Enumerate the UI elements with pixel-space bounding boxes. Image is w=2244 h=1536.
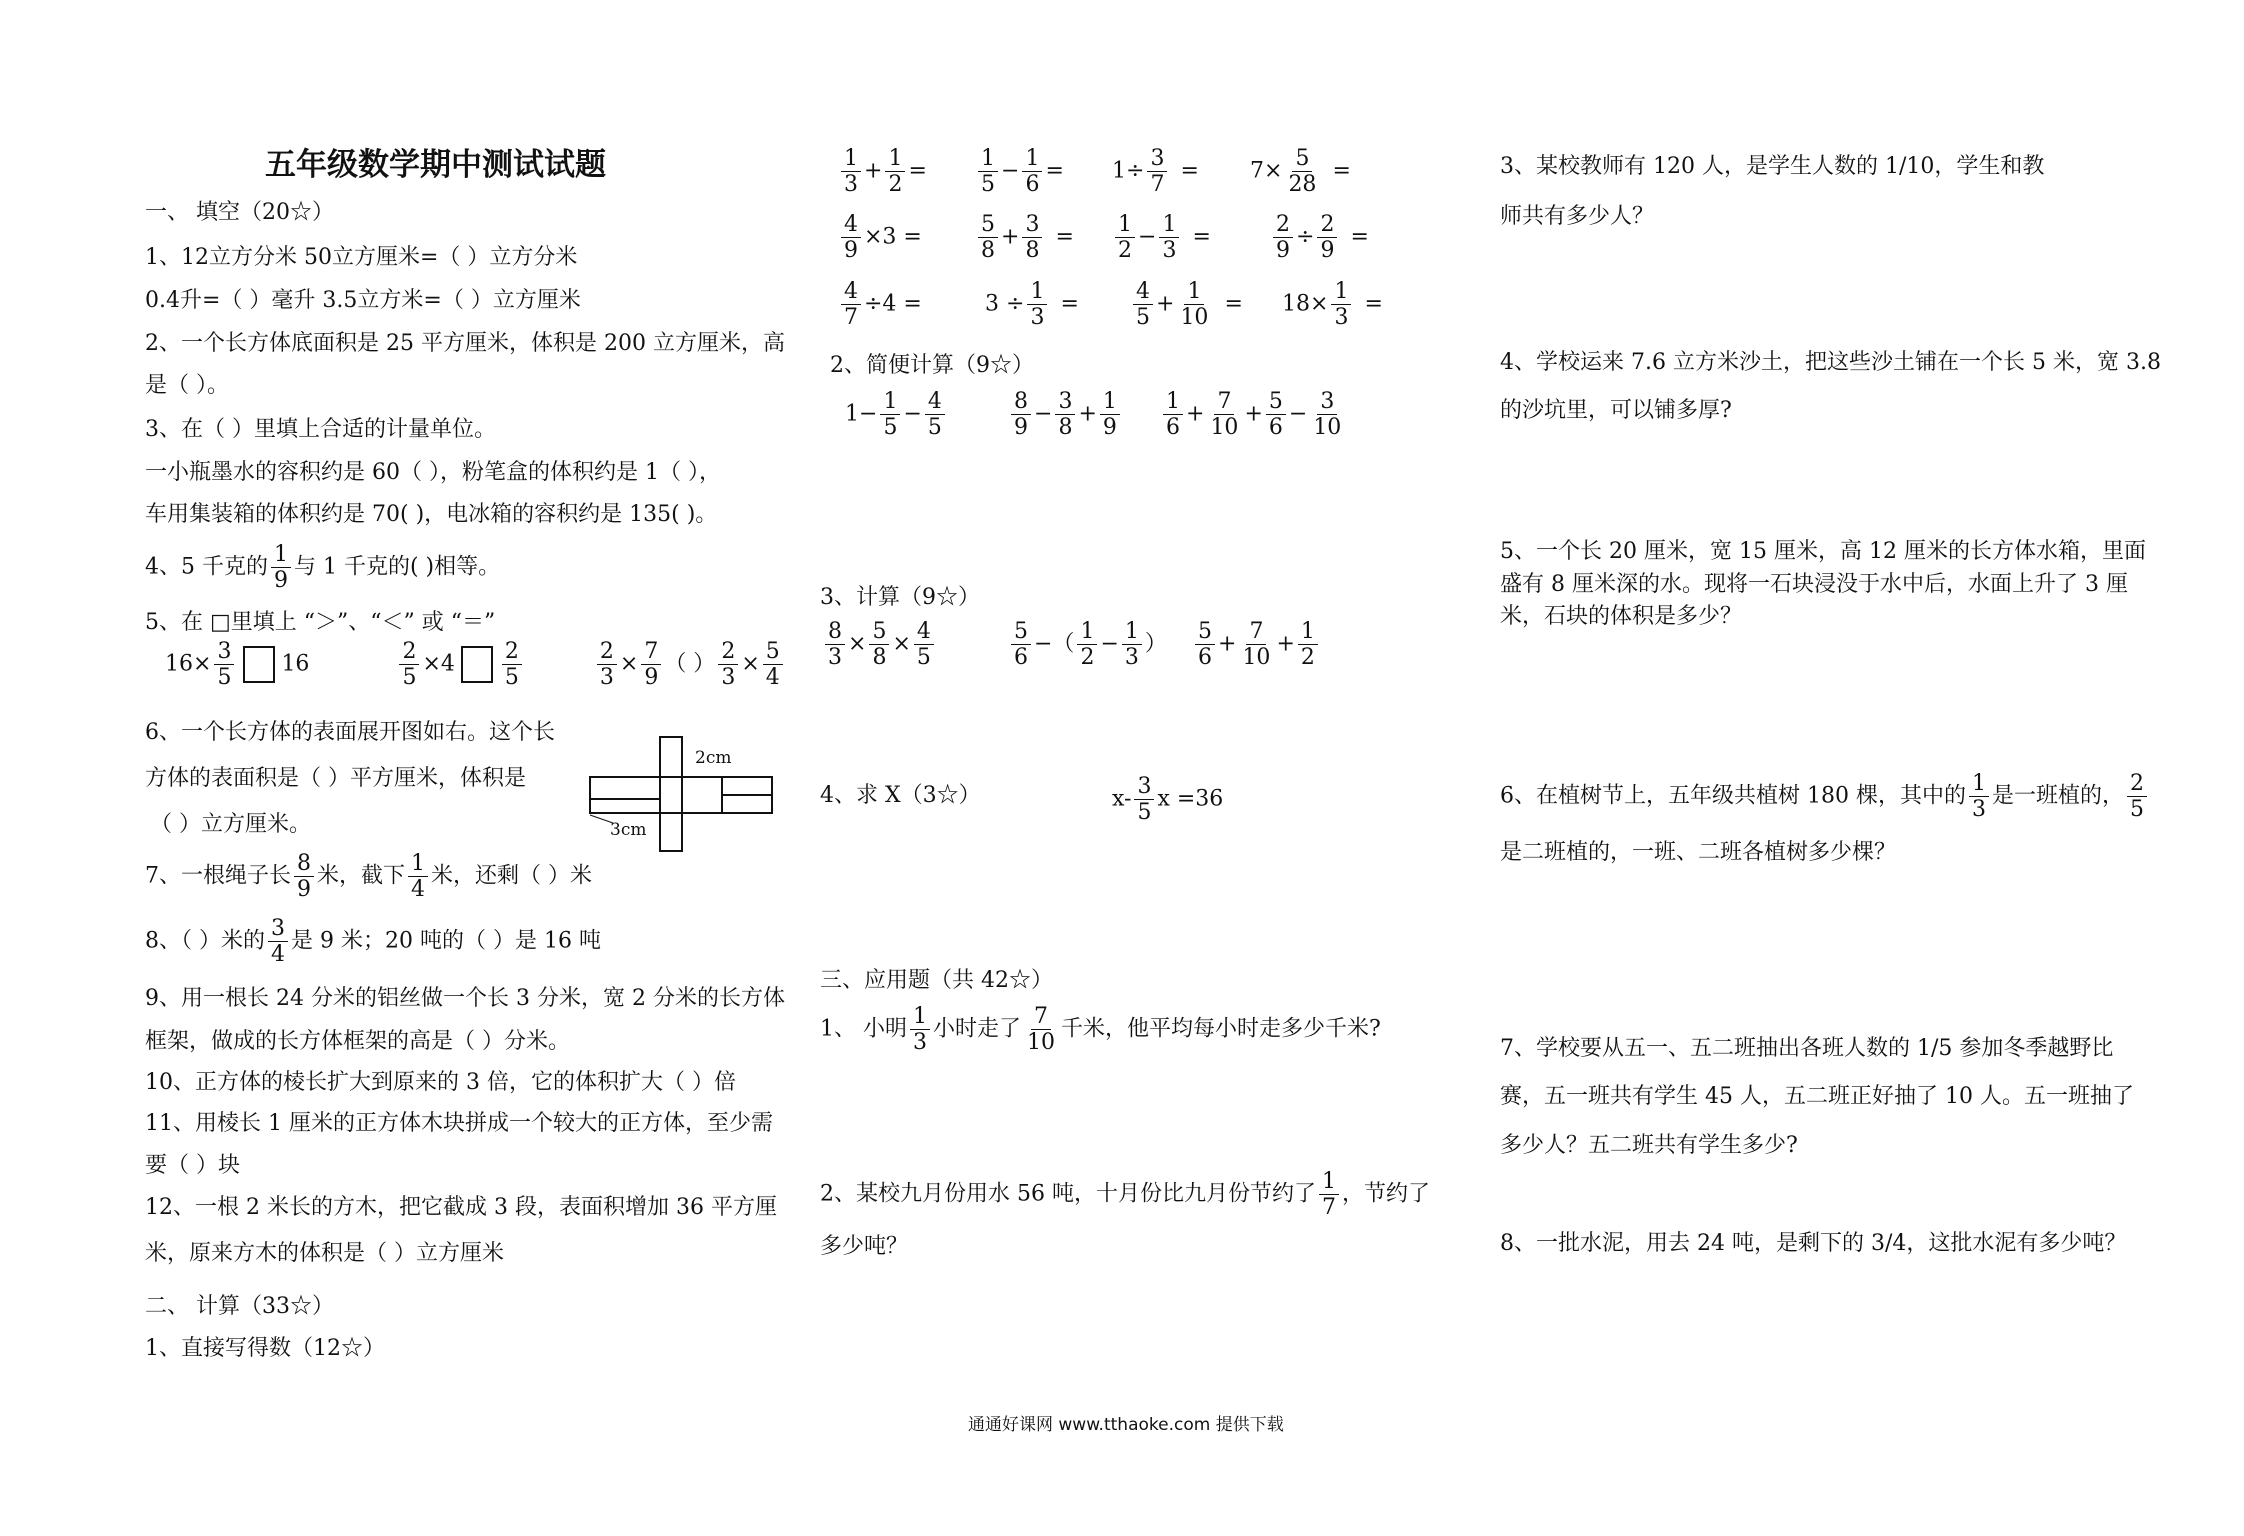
q5-fraction: $\frac{3}{5}$ bbox=[214, 640, 234, 689]
q6-line1: 6、一个长方体的表面展开图如右。这个长 bbox=[145, 720, 555, 745]
calc-expr: $\frac{5}{6}$ + $\frac{7}{10}$ + $\frac{1}{2}$ bbox=[1192, 620, 1321, 669]
direct-calc-row2: $\frac{1}{2}$ − $\frac{1}{3}$ = bbox=[1112, 213, 1211, 262]
q11-line1: 11、用棱长 1 厘米的正方体木块拼成一个较大的正方体，至少需 bbox=[145, 1111, 773, 1136]
direct-calc-row1: $\frac{1}{3}$ + $\frac{1}{2}$ = bbox=[838, 147, 927, 196]
app-q5-line1: 5、一个长 20 厘米，宽 15 厘米，高 12 厘米的长方体水箱，里面 bbox=[1500, 539, 2146, 564]
app-q5-line3: 米，石块的体积是多少？ bbox=[1500, 604, 1743, 629]
app-q4-line1: 4、学校运来 7.6 立方米沙土，把这些沙土铺在一个长 5 米，宽 3.8 bbox=[1500, 350, 2161, 375]
q2-line2: 是（ ）。 bbox=[145, 373, 229, 398]
direct-calc-row3: 18× $\frac{1}{3}$ = bbox=[1282, 279, 1383, 331]
q1-line2: 0.4升=（ ）毫升 3.5立方米=（ ）立方厘米 bbox=[145, 288, 581, 313]
section1-heading: 一、 填空（20☆） bbox=[145, 200, 334, 225]
net-label-3cm: 3cm bbox=[610, 820, 647, 840]
page-title: 五年级数学期中测试试题 bbox=[265, 147, 606, 183]
q12-line1: 12、一根 2 米长的方木，把它截成 3 段，表面积增加 36 平方厘 bbox=[145, 1195, 777, 1220]
q4-line bbox=[145, 543, 500, 592]
q3-line3: 车用集装箱的体积约是 70( )，电冰箱的容积约是 135( )。 bbox=[145, 502, 718, 527]
q3-line2: 一小瓶墨水的容积约是 60（ ），粉笔盒的体积约是 1（ ）， bbox=[145, 460, 721, 485]
section2-sub4: 4、求 X（3☆） bbox=[820, 783, 981, 808]
section2-heading: 二、 计算（33☆） bbox=[145, 1294, 334, 1319]
direct-calc-row2: $\frac{5}{8}$ + $\frac{3}{8}$ = bbox=[975, 213, 1074, 262]
cuboid-net-figure bbox=[585, 735, 785, 855]
q6-line3: （ ）立方厘米。 bbox=[150, 812, 311, 837]
app-q8: 8、一批水泥，用去 24 吨，是剩下的 3/4，这批水泥有多少吨？ bbox=[1500, 1231, 2127, 1256]
q12-line2: 米，原来方木的体积是（ ）立方厘米 bbox=[145, 1241, 504, 1266]
q8-line: 8、（ ）米的 $\frac{3}{4}$ 是 9 米；20 吨的（ ）是 16 吨 bbox=[145, 916, 601, 968]
q5-fraction: $\frac{2}{5}$ bbox=[502, 640, 522, 689]
footer-credit: 通通好课网 www.tthaoke.com 提供下载 bbox=[968, 1415, 1284, 1435]
direct-calc-row1: 1÷ $\frac{3}{7}$ = bbox=[1112, 146, 1199, 198]
compare-box[interactable] bbox=[243, 646, 275, 683]
q9-line1: 9、用一根长 24 分米的铝丝做一个长 3 分米，宽 2 分米的长方体 bbox=[145, 986, 785, 1011]
app-q2-line2: 多少吨？ bbox=[820, 1234, 909, 1259]
direct-calc-row3: 3 ÷ $\frac{1}{3}$ = bbox=[985, 279, 1079, 331]
app-q5-line2: 盛有 8 厘米深的水。现将一石块浸没于水中后，水面上升了 3 厘 bbox=[1500, 572, 2128, 597]
app-q6-line1: 6、在植树节上，五年级共植树 180 棵，其中的 $\frac{1}{3}$ 是一班植的， $\frac{2}{5}$ bbox=[1500, 772, 2150, 821]
q4-fraction: $\frac{1}{9}$ bbox=[271, 543, 291, 592]
q5-fraction: $\frac{5}{4}$ bbox=[763, 640, 783, 689]
direct-calc-row3: $\frac{4}{5}$ + $\frac{1}{10}$ = bbox=[1130, 280, 1243, 329]
q3-line1: 3、在（ ）里填上合适的计量单位。 bbox=[145, 417, 496, 442]
q7-fraction: $\frac{8}{9}$ bbox=[294, 852, 314, 901]
q2-line1: 2、一个长方体底面积是 25 平方厘米，体积是 200 立方厘米，高 bbox=[145, 331, 785, 356]
app-q7-line3: 多少人？五二班共有学生多少? bbox=[1500, 1133, 1798, 1158]
section3-heading: 三、应用题（共 42☆） bbox=[820, 968, 1053, 993]
app-q3-line1: 3、某校教师有 120 人，是学生人数的 1/10，学生和教 bbox=[1500, 154, 2045, 179]
calc-expr: $\frac{5}{6}$ −（ $\frac{1}{2}$ − $\frac{1}{3}$ ） bbox=[1008, 620, 1167, 669]
q10-line: 10、正方体的棱长扩大到原来的 3 倍，它的体积扩大（ ）倍 bbox=[145, 1070, 736, 1095]
q5-fraction: $\frac{2}{3}$ bbox=[597, 640, 617, 689]
q7-fraction: $\frac{1}{4}$ bbox=[408, 852, 428, 901]
app-q6-line2: 是二班植的，一班、二班各植树多少棵？ bbox=[1500, 840, 1897, 865]
app-q3-line2: 师共有多少人？ bbox=[1500, 204, 1655, 229]
simplify-expr: $\frac{1}{6}$ + $\frac{7}{10}$ + $\frac{5}{6}$ − $\frac{3}{10}$ bbox=[1160, 390, 1347, 439]
q1-line1: 1、12立方分米 50立方厘米=（ ）立方分米 bbox=[145, 245, 578, 270]
direct-calc-row3: $\frac{4}{7}$ ÷4 = bbox=[838, 280, 922, 329]
app-q7-line2: 赛，五一班共有学生 45 人，五二班正好抽了 10 人。五一班抽了 bbox=[1500, 1084, 2134, 1109]
q5-line: 5、在 □里填上 “＞”、“＜” 或 “＝” bbox=[145, 610, 496, 635]
q5-fraction: $\frac{2}{5}$ bbox=[399, 640, 419, 689]
q5-fraction: $\frac{2}{3}$ bbox=[718, 640, 738, 689]
equation: x- $\frac{3}{5}$ x =36 bbox=[1112, 774, 1224, 826]
direct-calc-row2: $\frac{2}{9}$ ÷ $\frac{2}{9}$ = bbox=[1270, 213, 1369, 262]
section2-sub3: 3、计算（9☆） bbox=[820, 585, 980, 610]
section2-sub2: 2、简便计算（9☆） bbox=[830, 353, 1034, 378]
q8-fraction: $\frac{3}{4}$ bbox=[268, 917, 288, 966]
direct-calc-row1: 7× $\frac{5}{28}$ = bbox=[1250, 146, 1351, 198]
app-q4-line2: 的沙坑里，可以铺多厚? bbox=[1500, 398, 1732, 423]
net-label-2cm: 2cm bbox=[695, 748, 732, 768]
q11-line2: 要（ ）块 bbox=[145, 1153, 240, 1178]
app-q1: 1、 小明 $\frac{1}{3}$ 小时走了 $\frac{7}{10}$ 千米，他平均每小时走多少千米? bbox=[820, 1004, 1381, 1056]
q4-suffix: 与 1 千克的( )相等。 bbox=[294, 554, 501, 580]
simplify-expr: 1− $\frac{1}{5}$ − $\frac{4}{5}$ bbox=[845, 390, 948, 439]
q5-compare-row: 16× $\frac{3}{5}$ 16 $\frac{2}{5}$ ×4 $\frac{2}{5}$ $\frac{2}{3}$ × $\frac{7}{9}$ （ ） $\frac{2}{3}$ × $\frac{5}{4}$ bbox=[165, 640, 786, 689]
q4-prefix: 4、5 千克的 bbox=[145, 554, 268, 580]
q6-line2: 方体的表面积是（ ）平方厘米，体积是 bbox=[145, 766, 526, 791]
app-q2: 2、某校九月份用水 56 吨，十月份比九月份节约了 $\frac{1}{7}$ ，节约了 bbox=[820, 1169, 1430, 1221]
compare-blank[interactable]: （ ） bbox=[664, 651, 716, 677]
q9-line2: 框架，做成的长方体框架的高是（ ）分米。 bbox=[145, 1029, 570, 1054]
calc-expr: $\frac{8}{3}$ × $\frac{5}{8}$ × $\frac{4}{5}$ bbox=[822, 620, 937, 669]
q7-line: 7、一根绳子长 $\frac{8}{9}$ 米，截下 $\frac{1}{4}$ 米，还剩（ ）米 bbox=[145, 851, 593, 903]
direct-calc-row1: $\frac{1}{5}$ − $\frac{1}{6}$ = bbox=[975, 147, 1064, 196]
compare-box[interactable] bbox=[461, 646, 493, 683]
simplify-expr: $\frac{8}{9}$ − $\frac{3}{8}$ + $\frac{1}{9}$ bbox=[1008, 390, 1123, 439]
section2-sub1: 1、直接写得数（12☆） bbox=[145, 1336, 385, 1361]
direct-calc-row2: $\frac{4}{9}$ ×3 = bbox=[838, 213, 922, 262]
q5-fraction: $\frac{7}{9}$ bbox=[641, 640, 661, 689]
app-q7-line1: 7、学校要从五一、五二班抽出各班人数的 1/5 参加冬季越野比 bbox=[1500, 1036, 2114, 1061]
